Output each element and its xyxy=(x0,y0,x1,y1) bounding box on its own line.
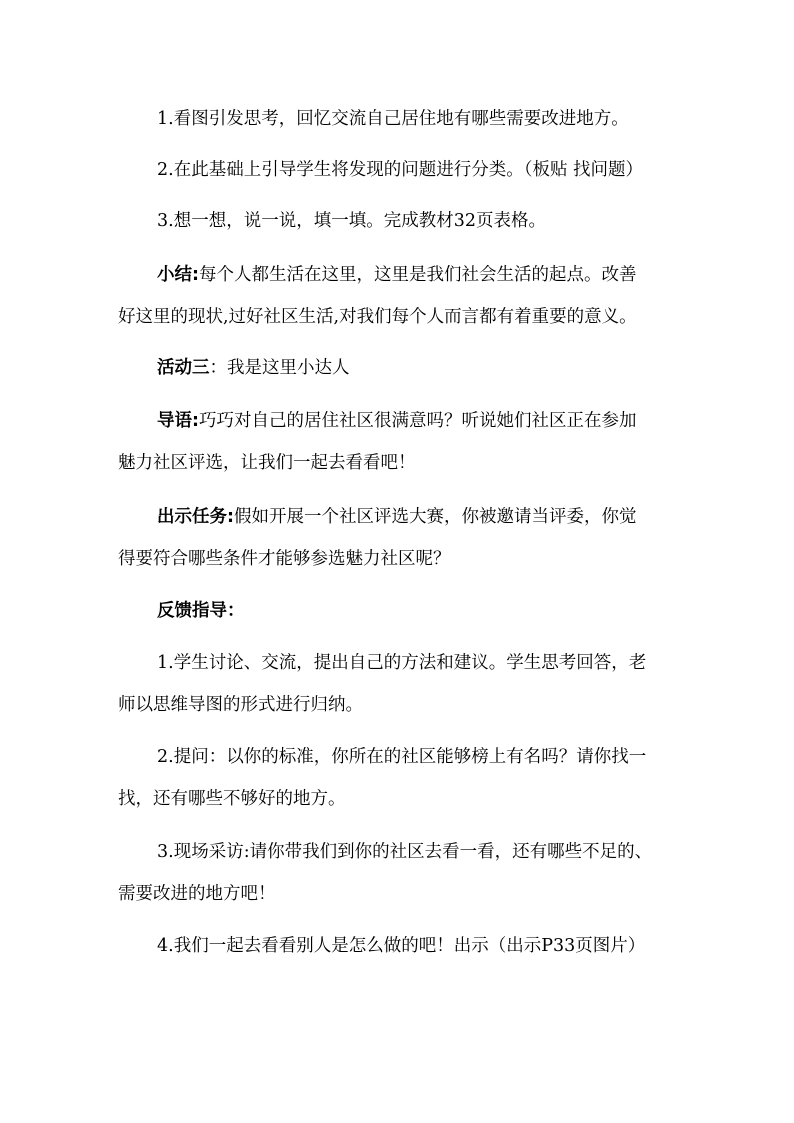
task-label: 出示任务: xyxy=(157,507,234,527)
summary-text-1: 每个人都生活在这里，这里是我们社会生活的起点。改善 xyxy=(199,265,637,285)
summary-label: 小结: xyxy=(157,265,199,285)
feedback-heading: 反馈指导： xyxy=(157,601,245,621)
step-3-text: 3.想一想，说一说，填一填。完成教材32页表格。 xyxy=(157,211,546,231)
feedback-3-text-1: 3.现场采访:请你带我们到你的社区去看一看，还有哪些不足的、 xyxy=(157,842,653,862)
feedback-1-text-1: 1.学生讨论、交流，提出自己的方法和建议。学生思考回答，老 xyxy=(157,653,647,673)
intro-label: 导语: xyxy=(157,411,199,431)
task-text-2: 得要符合哪些条件才能够参选魅力社区呢？ xyxy=(118,549,451,569)
feedback-3-text-2: 需要改进的地方吧！ xyxy=(118,884,276,904)
feedback-1-text-2: 师以思维导图的形式进行归纳。 xyxy=(118,695,363,715)
step-1-text: 1.看图引发思考，回忆交流自己居住地有哪些需要改进地方。 xyxy=(157,109,629,129)
feedback-2-text-1: 2.提问：以你的标准，你所在的社区能够榜上有名吗？请你找一 xyxy=(157,747,647,767)
activity-3-heading xyxy=(157,356,350,380)
activity-3-label: 活动三 xyxy=(157,358,210,378)
summary-text-2: 好这里的现状,过好社区生活,对我们每个人而言都有着重要的意义。 xyxy=(118,307,637,327)
intro-text-2: 魅力社区评选，让我们一起去看看吧！ xyxy=(118,453,416,473)
feedback-4-text: 4.我们一起去看看别人是怎么做的吧！出示（出示P33页图片） xyxy=(157,936,646,956)
activity-3-title: ：我是这里小达人 xyxy=(209,358,350,378)
step-2-text: 2.在此基础上引导学生将发现的问题进行分类。（板贴 找问题） xyxy=(157,160,644,180)
feedback-2-text-2: 找，还有哪些不够好的地方。 xyxy=(118,789,346,809)
intro-paragraph-line-1 xyxy=(157,409,637,433)
summary-paragraph-line-1 xyxy=(157,263,637,287)
task-paragraph-line-1 xyxy=(157,505,637,529)
task-text-1: 假如开展一个社区评选大赛，你被邀请当评委，你觉 xyxy=(234,507,637,527)
intro-text-1: 巧巧对自己的居住社区很满意吗？听说她们社区正在参加 xyxy=(199,411,637,431)
